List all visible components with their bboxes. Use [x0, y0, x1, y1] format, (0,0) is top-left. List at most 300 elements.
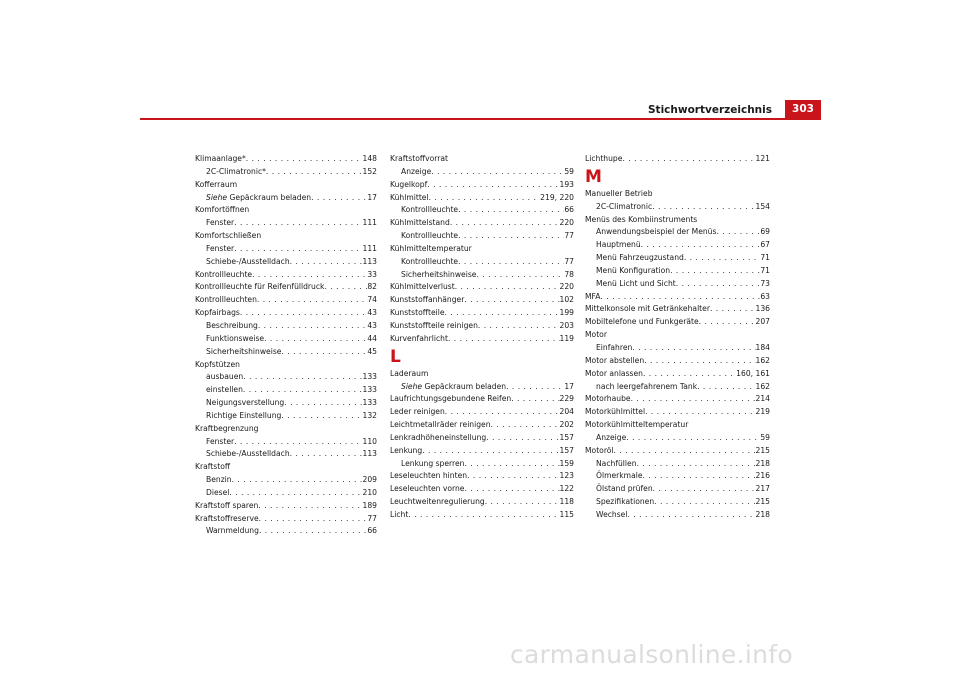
entry-term-text: Mobiltelefone und Funkgeräte: [585, 317, 699, 327]
entry-page-ref: 73: [760, 278, 770, 288]
entry-term-text: Kraftstoffreserve: [195, 513, 259, 523]
entry-term-text: Leder reinigen: [390, 407, 445, 417]
entry-term-text: Kontrollleuchte: [195, 269, 253, 279]
entry-term: [206, 384, 243, 397]
entry-term-text: Menü Fahrzeugzustand: [596, 253, 684, 263]
entry-page-ref: 215: [755, 497, 770, 507]
entry-term-text: Kraftstoff: [195, 462, 231, 472]
entry-term-text: Beschreibung: [206, 320, 258, 330]
entry-term: [206, 333, 264, 346]
entry-page-ref: 67: [760, 240, 770, 250]
entry-term-text: Leseleuchten vorne: [390, 484, 465, 494]
index-entry: [390, 393, 574, 406]
entry-term-text: Leichtmetallräder reinigen: [390, 420, 491, 430]
entry-term: [390, 217, 450, 230]
entry-term-text: Kontrollleuchten: [195, 295, 257, 305]
dot-leader: [622, 153, 755, 166]
entry-page-ref: 17: [367, 192, 377, 202]
entry-term: [206, 397, 284, 410]
index-entry: [195, 153, 377, 166]
entry-term: [195, 269, 252, 282]
dot-leader: [506, 381, 564, 394]
entry-term-text: Leuchtweitenregulierung: [390, 497, 485, 507]
entry-term: [195, 294, 257, 307]
dot-leader: [476, 269, 564, 282]
entry-term-text: nach leergefahrenem Tank: [596, 381, 698, 391]
entry-term: [596, 342, 632, 355]
entry-term-text: Motorkühlmitteltemperatur: [585, 420, 689, 430]
entry-term-text: Kontrollleuchte: [401, 205, 459, 215]
entry-term-text: Lenkradhöheneinstellung: [390, 432, 487, 442]
entry-term-text: Schiebe-/Ausstelldach: [206, 449, 290, 459]
dot-leader: [670, 265, 760, 278]
dot-leader: [652, 201, 755, 214]
entry-page-ref: 160, 161: [736, 368, 770, 378]
dot-leader: [445, 406, 560, 419]
entry-page-ref: 78: [564, 269, 574, 279]
entry-term-text: Ölmerkmale: [596, 471, 643, 481]
entry-term-text: 2C-Climatronic: [596, 201, 653, 211]
dot-leader: [229, 487, 362, 500]
entry-term: [401, 166, 431, 179]
entry-page-ref: 204: [559, 407, 574, 417]
entry-page-ref: 133: [362, 385, 377, 395]
entry-page-ref: 66: [564, 205, 574, 215]
entry-page-ref: 193: [559, 179, 574, 189]
entry-term-text: Nachfüllen: [596, 458, 637, 468]
entry-page-ref: 219, 220: [540, 192, 574, 202]
entry-page-ref: 113: [362, 256, 377, 266]
dot-leader: [311, 192, 367, 205]
entry-term: [596, 278, 676, 291]
index-entry: [195, 230, 377, 243]
index-subentry: [195, 256, 377, 269]
dot-leader: [259, 525, 367, 538]
entry-term-text: Motorkühlmittel: [585, 407, 646, 417]
entry-term: [206, 256, 290, 269]
entry-term: [585, 188, 653, 201]
dot-leader: [710, 303, 756, 316]
entry-term: [596, 201, 652, 214]
entry-term: [401, 381, 506, 394]
entry-term-text: Benzin: [206, 475, 232, 485]
dot-leader: [637, 458, 756, 471]
dot-leader: [257, 294, 367, 307]
index-subentry: [390, 230, 574, 243]
entry-page-ref: 77: [564, 231, 574, 241]
entry-term: [585, 445, 614, 458]
dot-leader: [631, 393, 756, 406]
dot-leader: [252, 269, 367, 282]
entry-term: [585, 316, 699, 329]
page-header-title: Stichwortverzeichnis: [648, 104, 772, 116]
index-subentry: [195, 371, 377, 384]
dot-leader: [431, 166, 564, 179]
entry-term: [390, 406, 445, 419]
dot-leader: [486, 432, 559, 445]
entry-term: [401, 256, 458, 269]
entry-term: [195, 423, 258, 436]
entry-term-text: Motoröl: [585, 445, 614, 455]
entry-term-text: Klimaanlage*: [195, 154, 246, 163]
entry-term-text: MFA: [585, 291, 601, 301]
entry-term-text: Menü Licht und Sicht: [596, 278, 676, 288]
entry-page-ref: 122: [559, 484, 574, 494]
entry-term: [585, 214, 697, 227]
index-subentry: [195, 397, 377, 410]
index-subentry: [585, 265, 770, 278]
index-section-letter: L: [390, 346, 401, 367]
index-subentry: [195, 166, 377, 179]
entry-term-text: Komfortschließen: [195, 231, 262, 241]
dot-leader: [408, 509, 559, 522]
index-subentry: [585, 458, 770, 471]
entry-page-ref: 71: [760, 265, 770, 275]
index-subentry: [195, 410, 377, 423]
entry-page-ref: 219: [755, 407, 770, 417]
entry-term-text: Kurvenfahrlicht: [390, 333, 448, 343]
entry-term-text: Kühlmittelverlust: [390, 282, 455, 292]
entry-page-ref: 157: [559, 445, 574, 455]
index-subentry: [585, 278, 770, 291]
entry-page-ref: 152: [362, 166, 377, 176]
index-entry: [585, 188, 770, 201]
entry-term-text: Neigungsverstellung: [206, 398, 285, 408]
entry-page-ref: 63: [760, 291, 770, 301]
index-subentry: [585, 470, 770, 483]
entry-term-text: Lenkung sperren: [401, 458, 465, 468]
entry-term-text: Kraftstoff sparen: [195, 500, 259, 510]
index-entry: [390, 192, 574, 205]
entry-term: [596, 509, 627, 522]
dot-leader: [234, 217, 362, 230]
entry-term-text: Anzeige: [596, 432, 627, 442]
entry-term-text: Laufrichtungsgebundene Reifen: [390, 394, 512, 404]
index-entry: [195, 461, 377, 474]
entry-page-ref: 17: [564, 381, 574, 391]
entry-term-text: Kühlmittelstand: [390, 218, 450, 228]
entry-page-ref: 59: [760, 432, 770, 442]
dot-leader: [644, 355, 755, 368]
entry-page-ref: 217: [755, 484, 770, 494]
entry-page-ref: 210: [362, 487, 377, 497]
entry-term: [390, 432, 486, 445]
entry-page-ref: 133: [362, 398, 377, 408]
index-subentry: [390, 256, 574, 269]
entry-term: [195, 500, 258, 513]
index-subentry: [585, 496, 770, 509]
index-entry: [585, 316, 770, 329]
entry-term-text: Anzeige: [401, 166, 432, 176]
entry-term: [390, 294, 464, 307]
entry-term: [390, 153, 448, 166]
entry-term: [195, 513, 259, 526]
dot-leader: [232, 474, 363, 487]
dot-leader: [491, 419, 560, 432]
dot-leader: [281, 346, 367, 359]
dot-leader: [422, 445, 559, 458]
entry-term: [401, 204, 458, 217]
entry-page-ref: 218: [755, 458, 770, 468]
index-entry: [195, 359, 377, 372]
entry-term-text: Hauptmenü: [596, 240, 641, 250]
entry-term: [390, 496, 485, 509]
dot-leader: [234, 243, 362, 256]
index-entry: [390, 217, 574, 230]
entry-term-text: Menüs des Kombiinstruments: [585, 214, 698, 224]
index-entry: [195, 294, 377, 307]
entry-term-text: Komfortöffnen: [195, 205, 250, 215]
entry-term-text: Diesel: [206, 487, 230, 497]
entry-term-text: Gepäckraum beladen: [424, 381, 507, 391]
dot-leader: [258, 320, 367, 333]
header-divider: [140, 118, 821, 120]
dot-leader: [284, 397, 362, 410]
index-entry: [390, 179, 574, 192]
entry-page-ref: 207: [755, 317, 770, 327]
entry-page-ref: 199: [559, 308, 574, 318]
entry-term-text: Kunststoffteile: [390, 308, 445, 318]
entry-term: [206, 487, 229, 500]
index-entry: [390, 294, 574, 307]
dot-leader: [240, 307, 367, 320]
entry-page-ref: 118: [559, 497, 574, 507]
entry-term-text: Sicherheitshinweise: [206, 346, 282, 356]
entry-term: [596, 226, 716, 239]
entry-page-ref: 220: [559, 218, 574, 228]
entry-term: [585, 419, 688, 432]
entry-term: [195, 230, 261, 243]
see-reference-label: Siehe: [206, 192, 228, 202]
entry-page-ref: 82: [367, 282, 377, 292]
entry-term: [585, 329, 607, 342]
entry-term-text: Fenster: [206, 436, 235, 446]
index-entry: [390, 432, 574, 445]
index-entry: [585, 329, 770, 342]
entry-term: [585, 153, 622, 166]
entry-term: [596, 458, 637, 471]
entry-term-text: Wechsel: [596, 509, 628, 519]
index-entry: [585, 368, 770, 381]
entry-term: [206, 192, 311, 205]
entry-term: [195, 281, 324, 294]
entry-page-ref: 148: [362, 154, 377, 163]
entry-term-text: Motorhaube: [585, 394, 631, 404]
entry-term: [401, 230, 458, 243]
dot-leader: [645, 406, 755, 419]
entry-term-text: Kopfairbags: [195, 308, 240, 318]
dot-leader: [448, 333, 560, 346]
index-column-1: [195, 153, 377, 538]
index-column-2: [390, 153, 574, 522]
entry-term-text: Gepäckraum beladen: [229, 192, 312, 202]
dot-leader: [684, 252, 760, 265]
index-entry: [195, 500, 377, 513]
index-entry: [585, 291, 770, 304]
entry-page-ref: 44: [367, 333, 377, 343]
index-entry: [195, 423, 377, 436]
dot-leader: [450, 217, 560, 230]
entry-term-text: Licht: [390, 509, 409, 519]
entry-term: [585, 291, 600, 304]
dot-leader: [627, 509, 755, 522]
entry-page-ref: 136: [755, 304, 770, 314]
index-subentry: [195, 525, 377, 538]
dot-leader: [716, 226, 760, 239]
dot-leader: [641, 239, 761, 252]
dot-leader: [266, 166, 363, 179]
index-entry: [585, 406, 770, 419]
entry-page-ref: 132: [362, 410, 377, 420]
entry-term: [596, 265, 670, 278]
index-subentry: [585, 509, 770, 522]
entry-term-text: Mittelkonsole mit Getränkehalter: [585, 304, 710, 314]
entry-term-text: Manueller Betrieb: [585, 188, 653, 198]
entry-term-text: Motor abstellen: [585, 355, 645, 365]
dot-leader: [464, 483, 559, 496]
entry-term: [390, 393, 511, 406]
index-entry: [390, 406, 574, 419]
index-entry: [390, 320, 574, 333]
entry-page-ref: 33: [367, 269, 377, 279]
entry-page-ref: 77: [367, 513, 377, 523]
dot-leader: [643, 470, 756, 483]
dot-leader: [697, 381, 755, 394]
index-entry: [195, 204, 377, 217]
entry-term: [585, 406, 645, 419]
dot-leader: [626, 432, 760, 445]
watermark-text: carmanualsonline.info: [510, 640, 793, 669]
dot-leader: [264, 333, 367, 346]
index-entry: [585, 445, 770, 458]
entry-term: [195, 204, 249, 217]
dot-leader: [464, 458, 559, 471]
index-entry: [390, 153, 574, 166]
entry-page-ref: 209: [362, 475, 377, 485]
entry-term: [401, 269, 476, 282]
index-entry: [390, 496, 574, 509]
entry-page-ref: 110: [362, 436, 377, 446]
dot-leader: [643, 368, 736, 381]
entry-page-ref: 71: [760, 253, 770, 263]
dot-leader: [600, 291, 760, 304]
dot-leader: [290, 256, 363, 269]
entry-page-ref: 69: [760, 227, 770, 237]
entry-term-text: Fenster: [206, 243, 235, 253]
entry-page-ref: 43: [367, 308, 377, 318]
entry-term-text: Menü Konfiguration: [596, 265, 671, 275]
entry-term-text: ausbauen: [206, 372, 244, 382]
index-entry: [390, 333, 574, 346]
entry-term: [206, 448, 290, 461]
entry-page-ref: 154: [755, 201, 770, 211]
index-subentry: [390, 381, 574, 394]
dot-leader: [243, 384, 363, 397]
dot-leader: [699, 316, 756, 329]
entry-term-text: Warnmeldung: [206, 526, 259, 536]
entry-page-ref: 162: [755, 355, 770, 365]
entry-term-text: Kraftbegrenzung: [195, 423, 259, 433]
entry-term: [390, 307, 445, 320]
entry-term: [206, 436, 234, 449]
entry-term-text: Kopfstützen: [195, 359, 240, 369]
dot-leader: [464, 294, 559, 307]
index-subentry: [195, 474, 377, 487]
entry-term-text: Kunststoffanhänger: [390, 295, 465, 305]
entry-term-text: Anwendungsbeispiel der Menüs: [596, 227, 717, 237]
dot-leader: [258, 500, 362, 513]
entry-term: [206, 474, 232, 487]
index-subentry: [195, 320, 377, 333]
entry-term: [195, 307, 240, 320]
entry-page-ref: 216: [755, 471, 770, 481]
entry-term: [206, 243, 234, 256]
index-subentry: [195, 436, 377, 449]
index-subentry: [585, 201, 770, 214]
entry-term-text: Kunststoffteile reinigen: [390, 320, 478, 330]
entry-term-text: Lichthupe: [585, 154, 623, 163]
entry-term: [206, 371, 243, 384]
dot-leader: [324, 281, 367, 294]
entry-term-text: Funktionsweise: [206, 333, 265, 343]
index-subentry: [195, 243, 377, 256]
entry-term: [206, 166, 266, 179]
entry-page-ref: 102: [559, 295, 574, 305]
dot-leader: [243, 371, 362, 384]
entry-term: [206, 346, 281, 359]
entry-page-ref: 214: [755, 394, 770, 404]
entry-page-ref: 45: [367, 346, 377, 356]
entry-term: [596, 432, 626, 445]
index-subentry: [585, 252, 770, 265]
dot-leader: [429, 192, 541, 205]
dot-leader: [458, 230, 564, 243]
index-entry: [390, 509, 574, 522]
index-entry: [195, 513, 377, 526]
index-column-3: [585, 153, 770, 522]
entry-term: [206, 410, 281, 423]
entry-page-ref: 133: [362, 372, 377, 382]
entry-page-ref: 229: [559, 394, 574, 404]
entry-page-ref: 215: [755, 445, 770, 455]
index-entry: [390, 445, 574, 458]
index-entry: [390, 419, 574, 432]
entry-term: [390, 333, 448, 346]
index-subentry: [195, 192, 377, 205]
entry-page-ref: 111: [362, 243, 377, 253]
dot-leader: [458, 204, 564, 217]
entry-term: [390, 368, 428, 381]
entry-term-text: Laderaum: [390, 368, 429, 378]
entry-term-text: Ölstand prüfen: [596, 484, 653, 494]
index-section-letter: M: [585, 166, 602, 187]
entry-term: [596, 239, 641, 252]
index-subentry: [585, 226, 770, 239]
index-subentry: [195, 217, 377, 230]
entry-term-text: Lenkung: [390, 445, 423, 455]
index-entry: [390, 470, 574, 483]
entry-term-text: Kugelkopf: [390, 179, 428, 189]
entry-term: [390, 179, 427, 192]
entry-term: [390, 243, 472, 256]
entry-term: [195, 359, 240, 372]
dot-leader: [654, 496, 755, 509]
dot-leader: [445, 307, 560, 320]
index-subentry: [585, 432, 770, 445]
index-entry: [585, 303, 770, 316]
entry-term: [596, 496, 654, 509]
index-subentry: [390, 269, 574, 282]
